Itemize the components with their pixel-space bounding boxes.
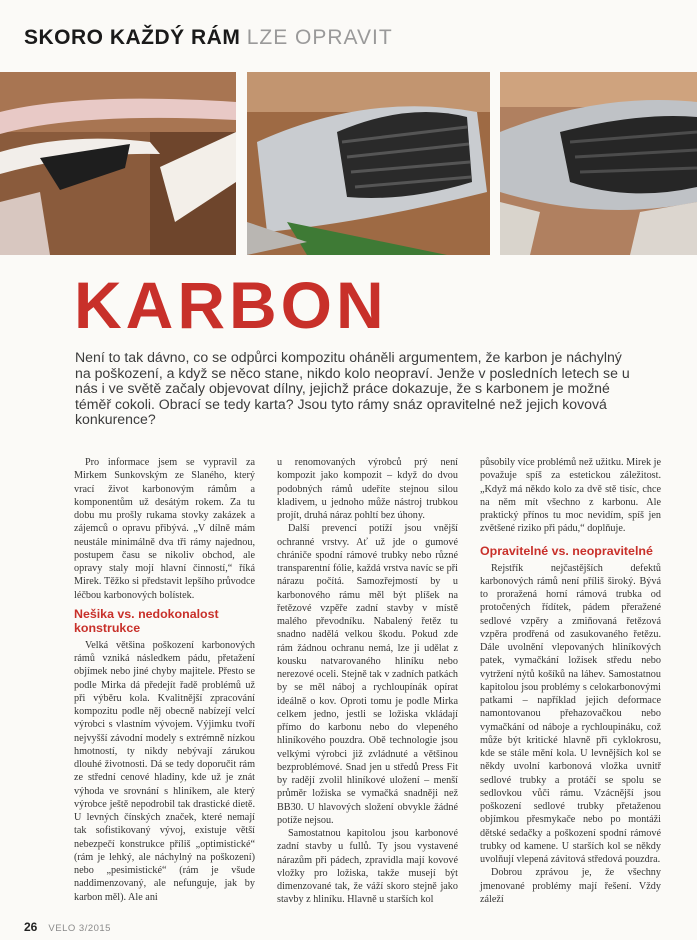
magazine-issue: VELO 3/2015 xyxy=(48,923,111,934)
header-strong: SKORO KAŽDÝ RÁM xyxy=(24,26,241,49)
header-light: LZE OPRAVIT xyxy=(246,26,393,49)
page-footer xyxy=(24,920,111,934)
article-title: KARBON xyxy=(74,268,388,342)
paragraph: Rejstřík nejčastějších defektů karbonových rámů není příliš široký. Bývá to proražená horní rámová trubka od protočených řídítek, pádem přeražené sedlové vzpěry a zmiňovaná řetězová vzpěra prodřená od zasukovaného řetězu. Dále uvolnění vlepovaných hliníkových patek, vymačkání ložisek středu nebo vytržení nýtů košíků na láhev. Samostatnou kapitolou jsou problémy s celokarbonovými patkami – například jejich deformace namontovanou přehazovačkou nebo vymačkání od náboje a rychloupináku, což může být kritické hlavně při cyklokrosu, kde se stále mění kola. U levnějších kol se někdy uvolní karbonová vložka uvnitř sedlové trubky a protáčí se spolu se sedlovkou vůči rámu. Vzácnější jsou poškození sedlové trubky přetaženou objímkou přesmykače nebo po montáži dětské sedačky a poškození spodní rámové trubky od kamene. U starších kol se někdy uvolňují vlepená závitová středová pouzdra. xyxy=(480,562,661,865)
paragraph: působily více problémů než užitku. Mirek je považuje spíš za estetickou záležitost. „Když má někdo kolo za dvě stě tisíc, chce na něm mít všechno z karbonu. Ale praktický přínos tu moc nevidím, spíš jen zvětšené riziko při pádu,“ doplňuje. xyxy=(480,457,661,535)
section-header xyxy=(24,26,393,50)
photo-carbon-patch xyxy=(500,72,697,255)
photo-strip xyxy=(0,72,697,257)
paragraph: Pro informace jsem se vypravil za Mirkem Sunkovským ze Slaného, který vrací život karbonovým rámům a komponentům už desátým rokem. Za tu dobu mu prošly rukama stovky zakázek a zájemců o opravu přibývá. „V dílně mám neustále minimálně dva tři rámy najednou, postupem času se nikoliv obchod, ale opravy staly mojí hlavní činností,“ říká Mirek. Těžko si představit lepšího průvodce léčbou karbonových bolístek. xyxy=(74,457,255,601)
paragraph: Dobrou zprávou je, že všechny jmenované problémy mají řešení. Vždy záleží xyxy=(480,867,661,905)
text-column-1 xyxy=(74,456,255,904)
article-lead: Není to tak dávno, co se odpůrci kompozitu oháněli argumentem, že karbon je náchylný na poškození, a když se něco stane, nikdo kolo neopraví. Jenže v posledních letech se u nás i ve světě začaly objevovat dílny, jejichž práce dokazuje, že s karbonem je možné téměř cokoli. Obrací se tedy karta? Jsou tyto rámy snáz opravitelné než jejich kovová konkurence? xyxy=(75,349,630,428)
photo-broken-frame xyxy=(0,72,236,255)
text-column-2 xyxy=(277,456,458,907)
photo-repair-wrap xyxy=(247,72,490,255)
text-column-3 xyxy=(480,456,661,906)
paragraph: Další prevencí potíží jsou vnější ochranné vrstvy. Ať už jde o gumové chrániče spodní rámové trubky nebo různé transparentní fólie, každá vrstva navíc se při nárazu počítá. Samozřejmostí by u karbonového rámu měl být plíšek na řetězové vzpěře zadní stavby v místě malého převodníku. Nabalený řetěz tu snadno nadělá velkou škodu. Pokud zde rám žádnou ochranu nemá, lze ji udělat z kousku natvarovaného hliníku nebo nerezové oceli. Stejně tak v zadních patkách by se měl náboj a rychloupínák opírat ideálně o kov. Oproti tomu je podle Mirka celkem jedno, jestli se ložiska vkládají přímo do karbonu nebo do vlepeného hliníkového pouzdra. Obě technologie jsou velkými výrobci již zvládnuté a většinou bezproblémové. Snad jen u středů Press Fit by radějí zvolil hliníkové uložení – menší průměr ložiska se vymačká snadněji než BB30. U hlavových složení obvykle žádné potíže nejsou. xyxy=(277,523,458,826)
subheading: Nešika vs. nedokonalost konstrukce xyxy=(74,606,219,635)
paragraph: Samostatnou kapitolou jsou karbonové zadní stavby u fullů. Ty jsou vystavené nárazům při pádech, zpravidla mají kovové vložky pro ložiska, takže musejí být dimenzované tak, že váží skoro stejně jako stavby z hliníku. Hlavně u starších kol xyxy=(277,828,458,906)
paragraph: u renomovaných výrobců prý není kompozit jako kompozit – když do dvou podobných rámů udeříte stejnou silou kladivem, u jednoho může nástroj trubkou projít, druhá náraz pohltí bez úhony. xyxy=(277,457,458,521)
page-number: 26 xyxy=(24,920,38,934)
paragraph: Velká většina poškození karbonových rámů vzniká následkem pádu, přetažení objímek nebo jiné chyby majitele. Přesto se podle Mirka dá předejít řadě problémů už při výběru kola. Kvalitnější zpracování kompozitu podle něj obecně nabízejí velcí výrobci s vlastním vývojem. Výjimku tvoří nejvyšší závodní modely s extrémně nízkou hmotností, ty nikdy nebývají zárukou dlouhé životnosti. Dá se tedy doporučit rám ze střední cenové hladiny, kde už je znát výhoda ve srovnání s hliníkem, ale který výrobce ještě nepodrobil tak drastické dietě. U levných čínských značek, které nemají tak sofistikovaný vývoj, existuje větší nebezpečí konstrukce příliš „optimistické“ (rám je lehký, ale náchylný na poškození) nebo „pesimistické“ (rám je všude naddimenzovaný, ale nefunguje, jak by karbon měl). Ale ani xyxy=(74,639,255,903)
subheading: Opravitelné vs. neopravitelné xyxy=(480,543,653,558)
